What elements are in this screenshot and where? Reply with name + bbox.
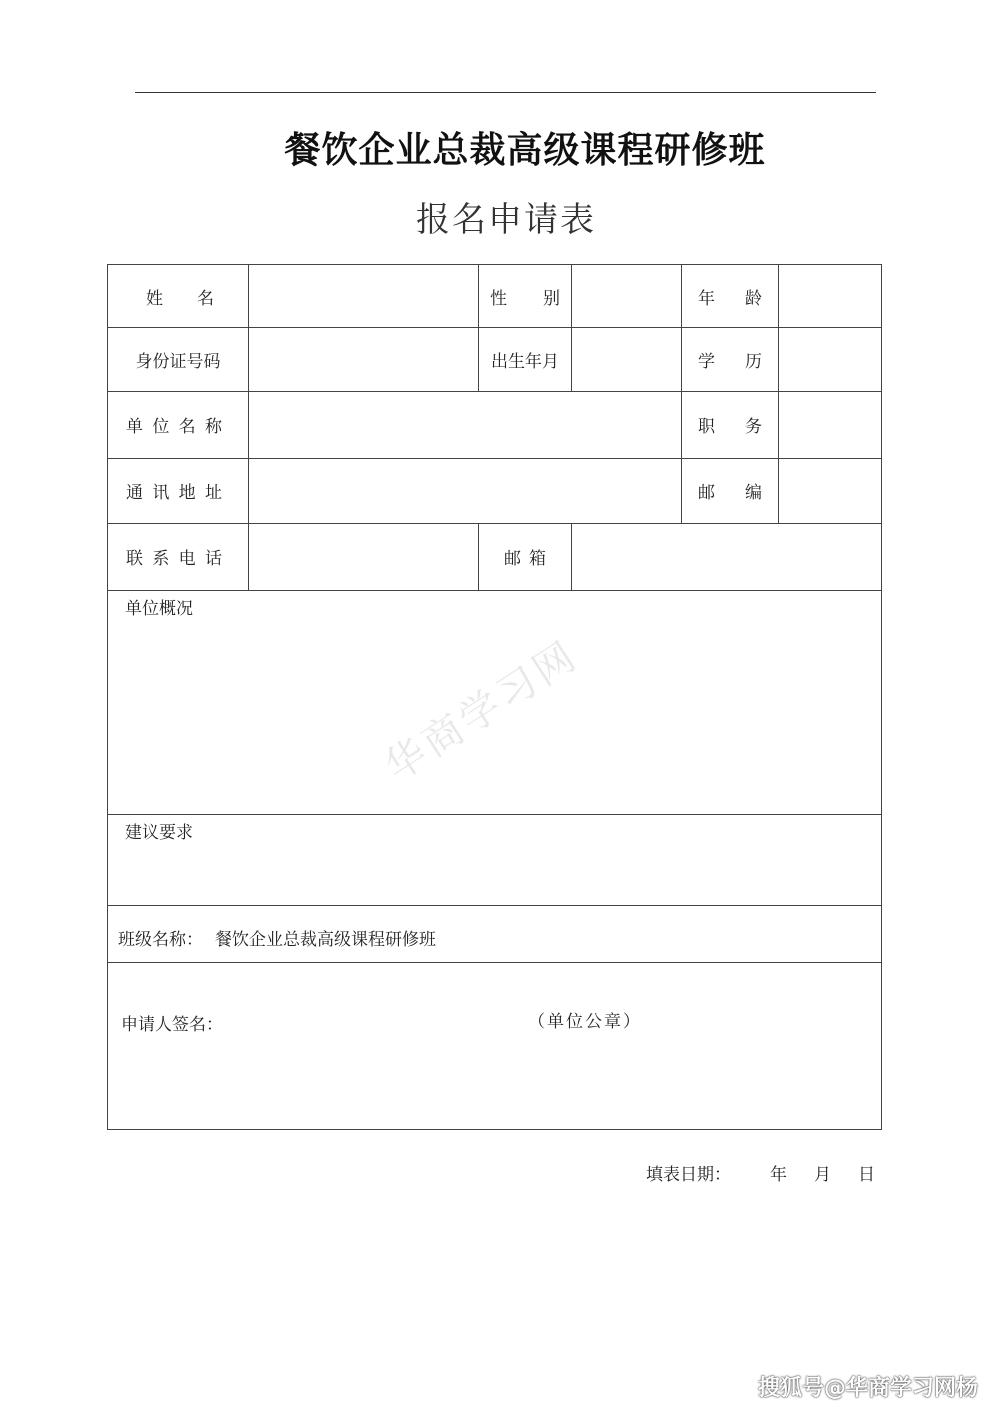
id-number-field[interactable]: [249, 327, 478, 391]
position-field[interactable]: [779, 391, 881, 458]
name-label: 姓 名: [146, 288, 214, 309]
gender-field[interactable]: [572, 265, 681, 327]
birth-date-field[interactable]: [572, 327, 681, 391]
fill-date-month: 月: [814, 1165, 831, 1185]
document-title: 餐饮企业总裁高级课程研修班: [284, 130, 766, 171]
name-field[interactable]: [249, 265, 478, 327]
suggestions-field[interactable]: [108, 840, 881, 905]
postcode-field[interactable]: [779, 458, 881, 523]
email-field[interactable]: [572, 523, 881, 590]
fill-date-year: 年: [770, 1165, 787, 1185]
footer-watermark: 搜狐号@华商学习网杨: [757, 1376, 978, 1401]
watermark-text: 华商学习网: [377, 632, 587, 791]
age-field[interactable]: [779, 265, 881, 327]
gender-label: 性 别: [490, 288, 560, 309]
company-overview-label: 单位概况: [125, 599, 193, 619]
education-label: 学 历: [698, 351, 762, 372]
suggestions-label: 建议要求: [125, 823, 193, 843]
class-name-label: 班级名称：: [118, 930, 203, 950]
age-label: 年 龄: [698, 288, 762, 309]
fill-date-day: 日: [858, 1165, 875, 1185]
company-seal-label: （单位公章）: [528, 1012, 642, 1032]
phone-field[interactable]: [249, 523, 478, 590]
address-label: 通 讯 地 址: [126, 483, 222, 503]
email-label: 邮 箱: [504, 549, 546, 569]
phone-label: 联 系 电 话: [126, 549, 222, 569]
company-name-label: 单 位 名 称: [126, 417, 222, 437]
position-label: 职 务: [698, 417, 762, 437]
company-name-field[interactable]: [249, 391, 681, 458]
document-subtitle: 报名申请表: [416, 200, 596, 240]
education-field[interactable]: [779, 327, 881, 391]
applicant-signature-field[interactable]: [228, 995, 508, 1045]
class-name-value: 餐饮企业总裁高级课程研修班: [215, 930, 436, 950]
applicant-signature-label: 申请人签名：: [121, 1015, 223, 1035]
postcode-label: 邮 编: [698, 483, 762, 503]
fill-date-label: 填表日期：: [646, 1165, 731, 1185]
id-number-label: 身份证号码: [135, 351, 221, 372]
birth-date-label: 出生年月: [491, 351, 559, 372]
top-rule: [135, 92, 876, 93]
address-field[interactable]: [249, 458, 681, 523]
